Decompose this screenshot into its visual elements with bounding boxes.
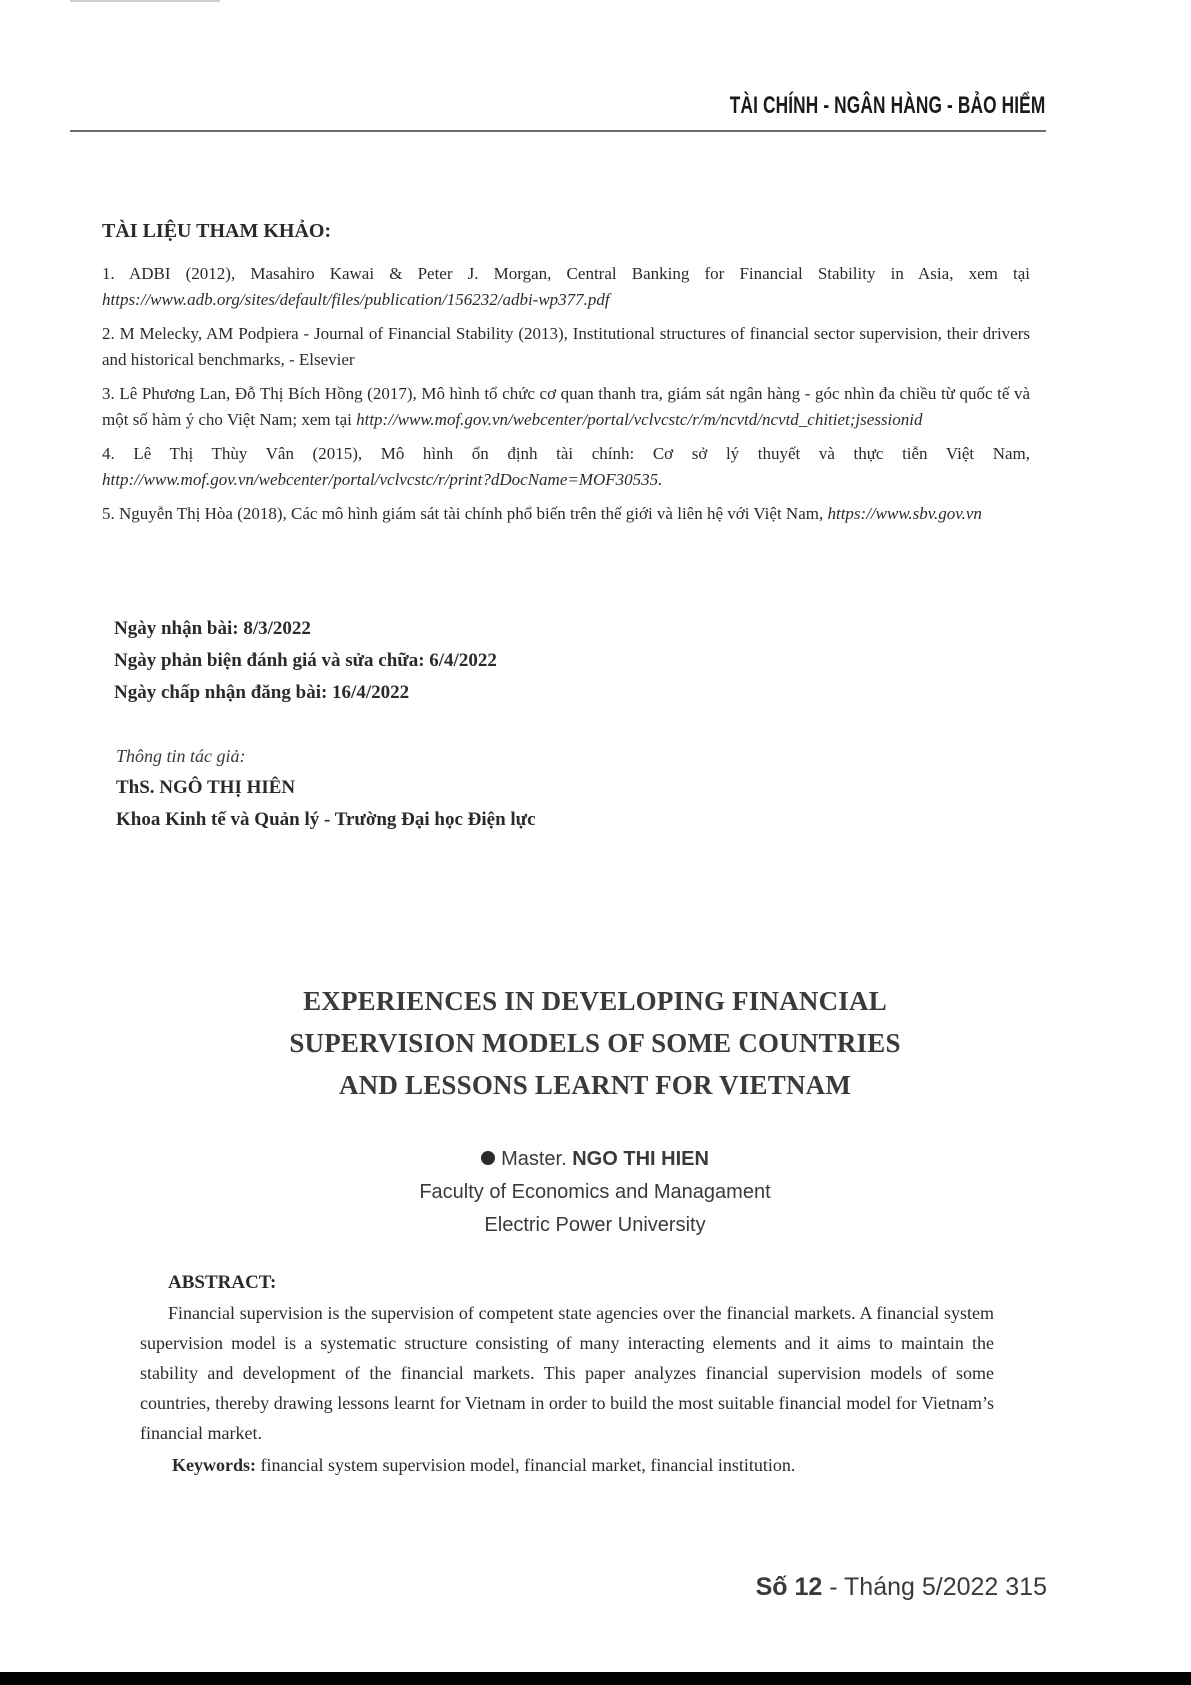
bottom-bar bbox=[0, 1672, 1191, 1685]
issue-month: - Tháng 5/2022 bbox=[822, 1573, 999, 1601]
keywords bbox=[172, 1450, 994, 1480]
english-author-name: NGO THI HIEN bbox=[572, 1148, 709, 1170]
keywords-label: Keywords: bbox=[172, 1455, 256, 1475]
keywords-text: financial system supervision model, financial market, financial institution. bbox=[260, 1455, 796, 1475]
reference-item bbox=[102, 381, 1030, 433]
page-footer bbox=[756, 1573, 1047, 1602]
references-section bbox=[102, 220, 1030, 535]
abstract-heading: ABSTRACT: bbox=[168, 1272, 277, 1293]
page-number: 315 bbox=[1005, 1573, 1047, 1601]
author-affiliation: Khoa Kinh tế và Quản lý - Trường Đại học Điện lực bbox=[116, 809, 536, 830]
reference-item bbox=[102, 441, 1030, 493]
bullet-icon bbox=[481, 1151, 495, 1165]
reference-item bbox=[102, 261, 1030, 313]
reference-text: 2. M Melecky, AM Podpiera - Journal of Financial Stability (2013), Institutional structures of financial sector supervision, their drivers and historical benchmarks, - Elsevier bbox=[102, 324, 1030, 369]
reference-url[interactable]: http://www.mof.gov.vn/webcenter/portal/vclvcstc/r/m/ncvtd/ncvtd_chitiet;jsessionid bbox=[356, 410, 923, 429]
reference-text: 4. Lê Thị Thùy Vân (2015), Mô hình ổn định tài chính: Cơ sở lý thuyết và thực tiễn Việt Nam, bbox=[102, 444, 1030, 463]
date-reviewed: Ngày phản biện đánh giá và sửa chữa: 6/4/2022 bbox=[114, 650, 497, 671]
top-rule bbox=[70, 0, 220, 2]
english-title-line: AND LESSONS LEARNT FOR VIETNAM bbox=[338, 1070, 852, 1100]
english-author-line bbox=[245, 1143, 945, 1176]
reference-item bbox=[102, 501, 1030, 527]
date-received: Ngày nhận bài: 8/3/2022 bbox=[114, 618, 311, 639]
section-header: TÀI CHÍNH - NGÂN HÀNG - BẢO HIỂM bbox=[729, 92, 1045, 119]
reference-text: 3. Lê Phương Lan, Đỗ Thị Bích Hồng (2017), Mô hình tổ chức cơ quan thanh tra, giám sát ngân hàng - góc nhìn đa chiều từ quốc tế và một số hàm ý cho Việt Nam; xem tại bbox=[102, 384, 1030, 429]
author-info bbox=[116, 740, 536, 836]
english-faculty: Faculty of Economics and Managament bbox=[419, 1181, 771, 1203]
abstract-section bbox=[140, 1272, 994, 1480]
reference-text: 1. ADBI (2012), Masahiro Kawai & Peter J. Morgan, Central Banking for Financial Stability in Asia, xem tại bbox=[102, 264, 1030, 283]
author-prefix: Master. bbox=[501, 1148, 567, 1170]
english-university: Electric Power University bbox=[484, 1214, 706, 1236]
reference-url[interactable]: https://www.adb.org/sites/default/files/publication/156232/adbi-wp377.pdf bbox=[102, 290, 610, 309]
english-byline bbox=[245, 1143, 945, 1242]
reference-url[interactable]: https://www.sbv.gov.vn bbox=[827, 504, 982, 523]
issue-label: Số 12 bbox=[755, 1573, 823, 1601]
abstract-text: Financial supervision is the supervision of competent state agencies over the financial markets. A financial system supervision model is a systematic structure consisting of many interacting elements and it aims to maintain the stability and development of the financial markets. This paper analyzes financial supervision models of some countries, thereby drawing lessons learnt for Vietnam in order to build the most suitable financial model for Vietnam’s financial market. bbox=[140, 1303, 994, 1443]
author-info-label: Thông tin tác giả: bbox=[116, 746, 246, 766]
author-name: ThS. NGÔ THỊ HIÊN bbox=[116, 777, 296, 798]
header-divider bbox=[70, 130, 1046, 132]
english-title-line: SUPERVISION MODELS OF SOME COUNTRIES bbox=[289, 1028, 901, 1058]
date-accepted: Ngày chấp nhận đăng bài: 16/4/2022 bbox=[114, 682, 410, 703]
reference-item bbox=[102, 321, 1030, 373]
reference-url[interactable]: http://www.mof.gov.vn/webcenter/portal/vclvcstc/r/print?dDocName=MOF30535. bbox=[102, 470, 663, 489]
reference-text: 5. Nguyễn Thị Hòa (2018), Các mô hình giám sát tài chính phổ biến trên thế giới và liên hệ với Việt Nam, bbox=[102, 504, 828, 523]
submission-dates bbox=[114, 613, 497, 709]
english-title bbox=[195, 980, 995, 1106]
references-heading: TÀI LIỆU THAM KHẢO: bbox=[102, 220, 332, 242]
english-title-line: EXPERIENCES IN DEVELOPING FINANCIAL bbox=[303, 986, 887, 1016]
